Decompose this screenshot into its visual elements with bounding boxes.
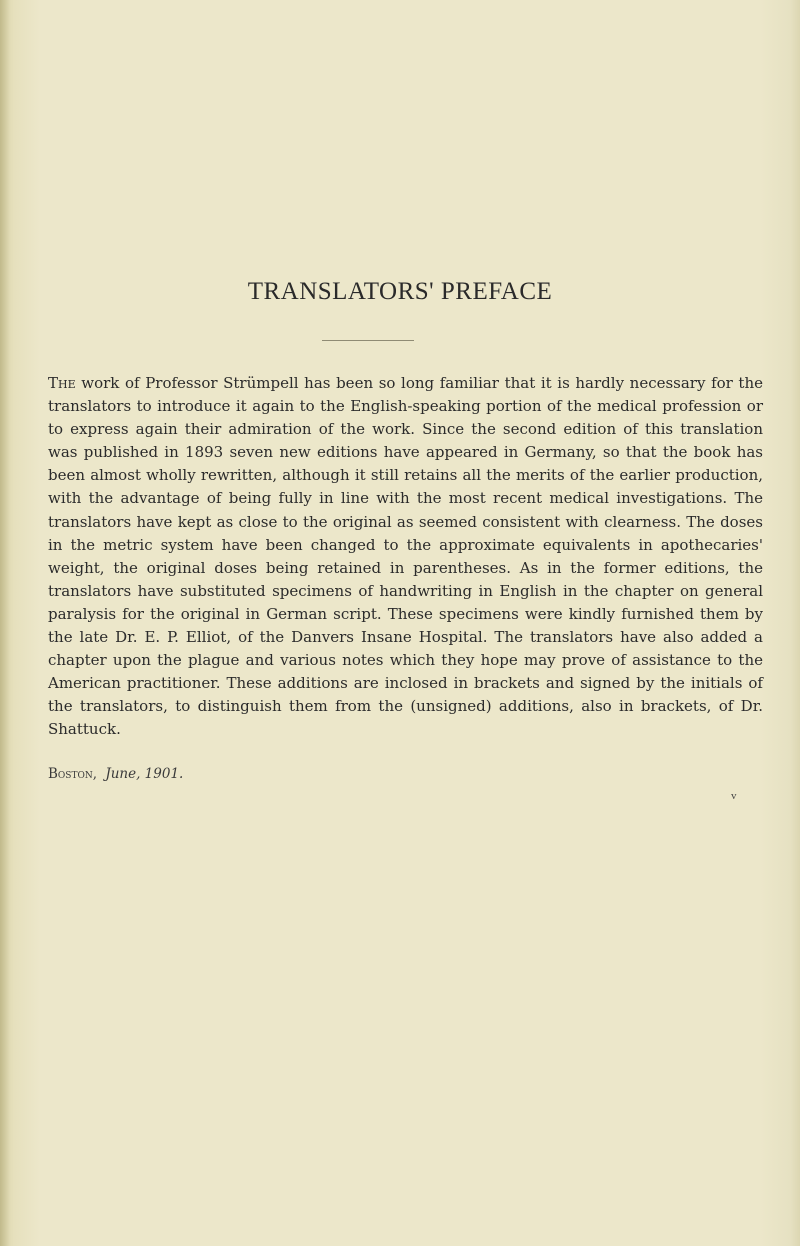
page-number: v	[731, 790, 737, 802]
preface-body: work of Professor Strümpell has been so long familiar that it is hardly necessary for the translators to introduce it again to the English-speaking portion of the medical profession or to express again their admiration of the work. Since the second edition of this translation was published in 1893 seven new editions have appeared in Germany, so that the book has been almost wholly rewritten, although it still retains all the merits of the earlier production, with the advantage of being fully in line with the most recent medical investigations. The translators have kept as close to the original as seemed consistent with clearness. The doses in the metric system have been changed to the approximate equivalents in apothecaries' weight, the original doses being retained in parentheses. As in the former editions, the translators have substituted specimens of handwriting in English in the chapter on general paralysis for the original in German script. These specimens were kindly furnished them by the late Dr. E. P. Elliot, of the Danvers Insane Hospital. The translators have also added a chapter upon the plague and various notes which they hope may prove of assistance to the American practitioner. These additions are inclosed in brackets and signed by the initials of the translators, to distinguish them from the (unsigned) additions, also in brackets, of Dr. Shattuck.	[48, 374, 763, 739]
page-edge-shadow	[0, 0, 10, 1246]
page-title: TRANSLATORS' PREFACE	[247, 278, 553, 305]
signature-line	[48, 766, 183, 782]
signature-place: Boston,	[48, 766, 98, 782]
signature-date: June, 1901.	[105, 766, 184, 782]
preface-opening-word: The	[48, 374, 76, 392]
preface-paragraph	[48, 372, 763, 742]
title-divider	[322, 340, 414, 341]
